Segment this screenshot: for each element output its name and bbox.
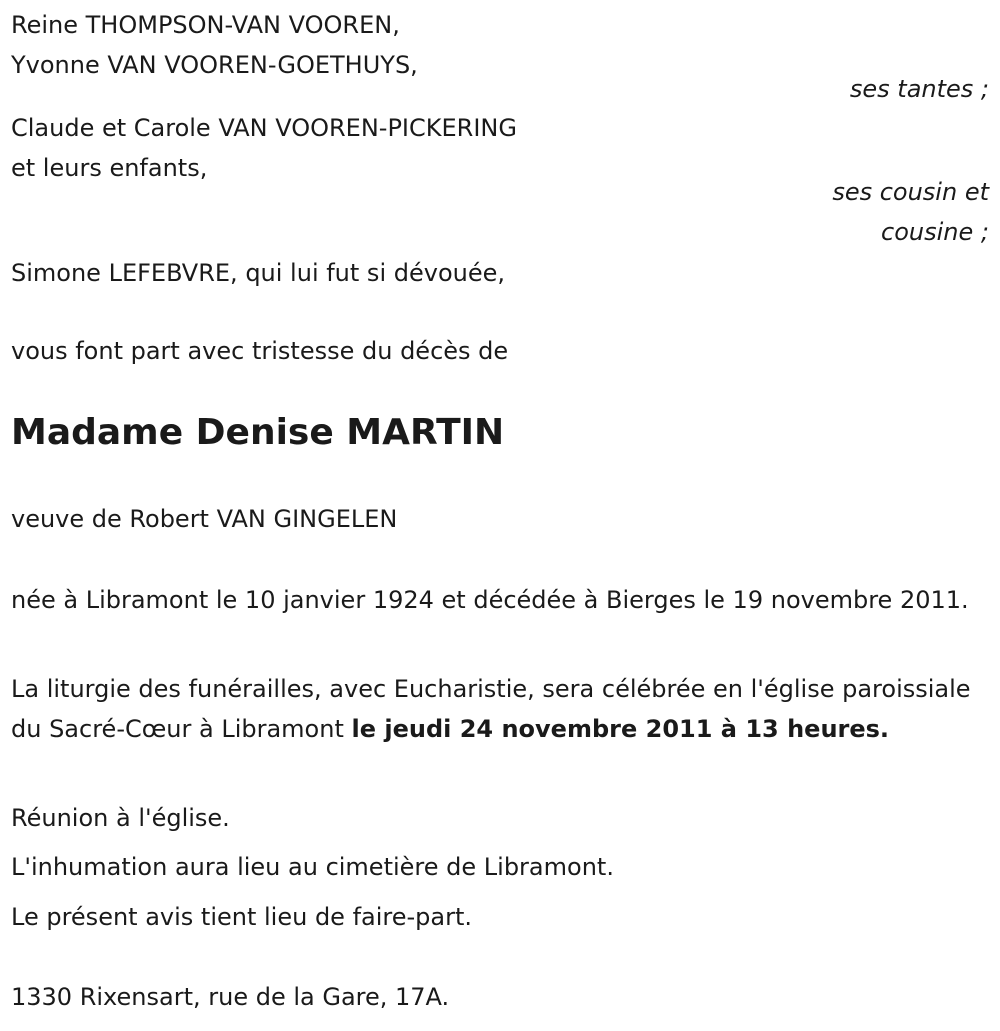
family-line-aunt-1: Reine THOMPSON-VAN VOOREN, — [11, 11, 400, 39]
family-line-aunt-2: Yvonne VAN VOOREN-GOETHUYS, — [11, 51, 418, 79]
relation-label-aunts: ses tantes ; — [849, 75, 989, 103]
meeting-text: Réunion à l'église. — [11, 804, 230, 832]
family-line-children: et leurs enfants, — [11, 154, 208, 182]
deceased-name: Madame Denise MARTIN — [11, 412, 505, 453]
burial-text: L'inhumation aura lieu au cimetière de Libramont. — [11, 853, 614, 881]
relation-label-cousins-1: ses cousin et — [832, 178, 989, 206]
family-line-cousins: Claude et Carole VAN VOOREN-PICKERING — [11, 114, 517, 142]
liturgy-text-regular: La liturgie des funérailles, avec Eucharistie, sera célébrée en l'église paroissiale du Sacré-Cœur à Libramont — [11, 675, 971, 743]
family-line-caregiver: Simone LEFEBVRE, qui lui fut si dévouée, — [11, 259, 505, 287]
notice-text: Le présent avis tient lieu de faire-part. — [11, 903, 473, 931]
address-text: 1330 Rixensart, rue de la Gare, 17A. — [11, 983, 450, 1011]
widow-of-text: veuve de Robert VAN GINGELEN — [11, 505, 398, 533]
birth-death-text: née à Libramont le 10 janvier 1924 et décédée à Bierges le 19 novembre 2011. — [11, 586, 969, 614]
liturgy-text — [11, 669, 971, 749]
announcement-text: vous font part avec tristesse du décès de — [11, 337, 509, 365]
relation-label-cousins-2: cousine ; — [881, 218, 989, 246]
liturgy-datetime: le jeudi 24 novembre 2011 à 13 heures. — [351, 715, 890, 743]
